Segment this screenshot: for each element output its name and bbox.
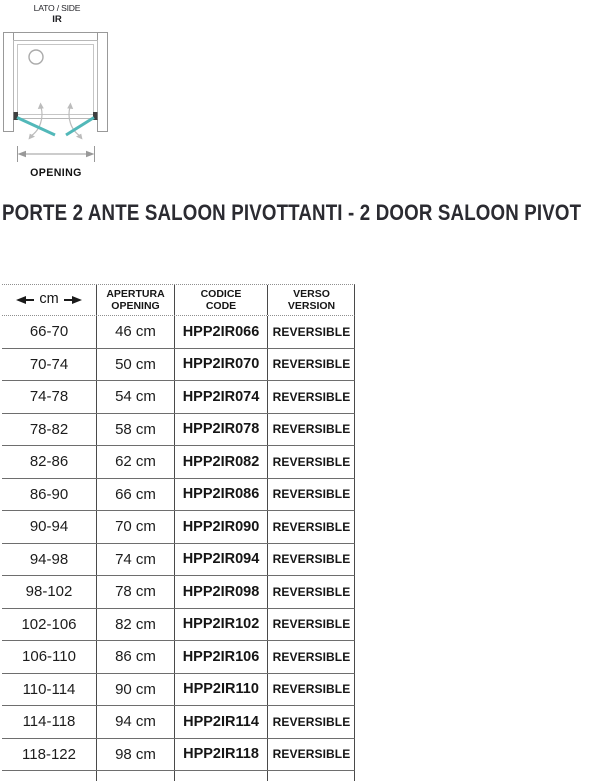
- cell-version: [267, 771, 355, 781]
- cell-code: [174, 771, 267, 781]
- cell-version: REVERSIBLE: [267, 414, 355, 446]
- left-wall: [4, 33, 14, 132]
- column-header-version: [267, 285, 355, 315]
- column-header-opening-line2: OPENING: [111, 300, 160, 312]
- dimension-arrow-right-icon: [86, 151, 95, 157]
- left-swing-arc: [31, 107, 42, 136]
- cell-code: HPP2IR066: [174, 316, 267, 348]
- right-swing-arrow-down-icon: [76, 134, 83, 140]
- cell-code: HPP2IR074: [174, 381, 267, 413]
- table-row: [2, 349, 355, 382]
- cell-cm-range: 78-82: [29, 420, 69, 438]
- cm-header-label: cm: [39, 290, 59, 307]
- cell-cm-range: 66-70: [29, 323, 69, 341]
- table-row: [2, 381, 355, 414]
- cell-opening: 54 cm: [96, 381, 174, 413]
- column-header-code: [174, 285, 267, 315]
- cell-code: HPP2IR078: [174, 414, 267, 446]
- right-wall: [98, 33, 108, 132]
- cell-opening: 78 cm: [96, 576, 174, 608]
- cell-cm-range: 118-122: [22, 745, 76, 763]
- cell-opening: 98 cm: [96, 739, 174, 771]
- cell-cm-range: 74-78: [29, 388, 69, 406]
- cell-code: HPP2IR082: [174, 446, 267, 478]
- cell-opening: 82 cm: [96, 609, 174, 641]
- cell-code: HPP2IR098: [174, 576, 267, 608]
- table-row: [2, 576, 355, 609]
- cell-version: REVERSIBLE: [267, 381, 355, 413]
- column-header-version-line1: VERSO: [293, 287, 330, 300]
- cell-version: REVERSIBLE: [267, 446, 355, 478]
- table-row-partial: [2, 771, 355, 781]
- cell-version: REVERSIBLE: [267, 544, 355, 576]
- table-body: [2, 316, 355, 771]
- cell-version: REVERSIBLE: [267, 609, 355, 641]
- spec-table: [2, 284, 355, 781]
- cell-version: REVERSIBLE: [267, 511, 355, 543]
- cell-opening: 50 cm: [96, 349, 174, 381]
- cell-code: HPP2IR118: [174, 739, 267, 771]
- cell-code: HPP2IR070: [174, 349, 267, 381]
- cell-cm-range: 82-86: [29, 453, 69, 471]
- cell-cm-range: 110-114: [22, 680, 76, 698]
- cell-version: REVERSIBLE: [267, 349, 355, 381]
- cell-version: REVERSIBLE: [267, 479, 355, 511]
- cell-code: HPP2IR094: [174, 544, 267, 576]
- cell-opening: 46 cm: [96, 316, 174, 348]
- table-row: [2, 414, 355, 447]
- cell-version: REVERSIBLE: [267, 706, 355, 738]
- column-header-version-line2: VERSION: [287, 300, 336, 312]
- cell-code: HPP2IR110: [174, 674, 267, 706]
- table-header-row: [2, 284, 355, 316]
- cell-code: HPP2IR086: [174, 479, 267, 511]
- cell-opening: 66 cm: [96, 479, 174, 511]
- cell-version: REVERSIBLE: [267, 739, 355, 771]
- cell-opening: 58 cm: [96, 414, 174, 446]
- table-row: [2, 706, 355, 739]
- table-row: [2, 511, 355, 544]
- cell-opening: 86 cm: [96, 641, 174, 673]
- cell-code: HPP2IR106: [174, 641, 267, 673]
- table-row: [2, 544, 355, 577]
- left-arrow-icon: [16, 296, 34, 304]
- cell-code: HPP2IR090: [174, 511, 267, 543]
- cell-opening: 70 cm: [96, 511, 174, 543]
- cell-opening: 90 cm: [96, 674, 174, 706]
- table-row: [2, 479, 355, 512]
- cell-version: REVERSIBLE: [267, 641, 355, 673]
- cell-version: REVERSIBLE: [267, 576, 355, 608]
- cell-code: HPP2IR102: [174, 609, 267, 641]
- cell-cm-range: 102-106: [21, 615, 77, 633]
- tray-outer-outline: [14, 41, 98, 119]
- drain-circle: [29, 50, 43, 64]
- cell-cm-range: 106-110: [22, 648, 76, 666]
- table-row: [2, 641, 355, 674]
- table-row: [2, 316, 355, 349]
- cell-opening: [96, 771, 174, 781]
- cell-opening: 74 cm: [96, 544, 174, 576]
- dimension-arrow-left-icon: [18, 151, 27, 157]
- cell-cm-range: 114-118: [22, 713, 76, 731]
- column-header-cm: [2, 285, 96, 315]
- table-row: [2, 446, 355, 479]
- table-row: [2, 609, 355, 642]
- left-swing-arrow-up-icon: [38, 103, 44, 110]
- cell-cm-range: 70-74: [29, 355, 69, 373]
- column-header-code-line1: CODICE: [200, 287, 242, 300]
- cell-opening: 94 cm: [96, 706, 174, 738]
- column-header-opening-line1: APERTURA: [106, 287, 165, 300]
- left-swing-arrow-down-icon: [29, 134, 36, 140]
- cell-cm-range: 86-90: [29, 485, 69, 503]
- cell-opening: 62 cm: [96, 446, 174, 478]
- column-header-code-line2: CODE: [205, 300, 237, 312]
- cell-cm-range: 94-98: [29, 550, 69, 568]
- page-title: PORTE 2 ANTE SALOON PIVOTTANTI - 2 DOOR SALOON PIVOT: [2, 200, 582, 225]
- cell-version: REVERSIBLE: [267, 674, 355, 706]
- cell-version: REVERSIBLE: [267, 316, 355, 348]
- right-arrow-icon: [64, 296, 82, 304]
- shower-plan-drawing: [0, 0, 122, 186]
- right-swing-arrow-up-icon: [67, 103, 73, 110]
- table-row: [2, 739, 355, 772]
- diagram-side-label: LATO / SIDE: [33, 3, 81, 13]
- column-header-opening: [96, 285, 174, 315]
- diagram-side-code: IR: [52, 14, 62, 25]
- table-row: [2, 674, 355, 707]
- cell-cm-range: 98-102: [25, 583, 73, 601]
- opening-label: OPENING: [30, 167, 82, 179]
- cell-code: HPP2IR114: [174, 706, 267, 738]
- cell-cm-range: 90-94: [29, 518, 69, 536]
- cell-cm-range: [2, 771, 96, 781]
- shower-door-diagram: [0, 0, 122, 186]
